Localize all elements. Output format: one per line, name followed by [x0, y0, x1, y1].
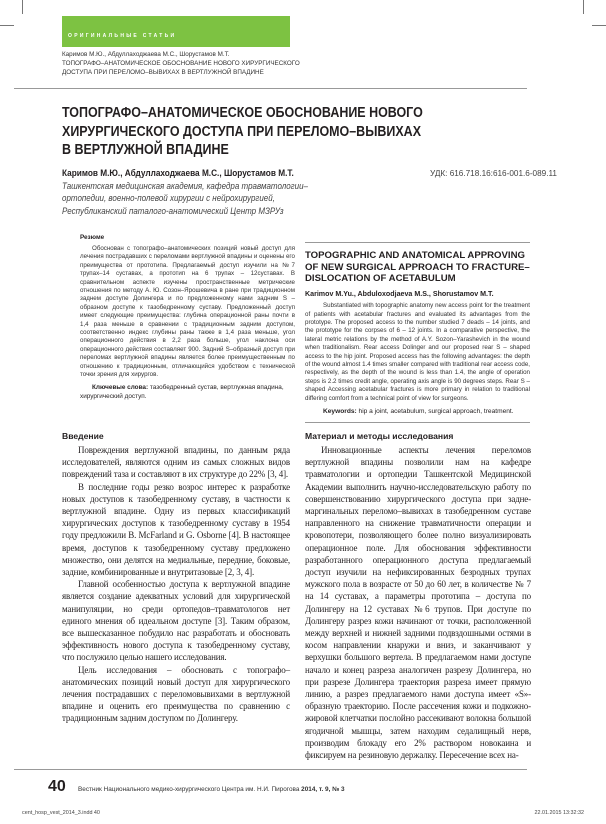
- keywords-value: hip a joint, acetabulum, surgical approach, treatment.: [356, 407, 514, 415]
- paragraph: Инновационные аспекты лечения переломов вертлужной впадины позволили нам на кафедре травматологии и ортопедии Ташкентской Медицинской Академии выполнить научно-исследовательскую работу по совершенствованию хирургического доступа при задне-маргинальных переломо–вывихах в тазобедренном суставе направленного на снижение травматичности операции и кровопотери, позволяющего более полно визуализировать операционное поле. Для обоснования эффективности разработанного операционного доступа предлагаемый доступ изучили на нефиксированных безродных трупах мужского пола в возрасте от 50 до 60 лет, в количестве № 7 на 14 суставах, а параметры прототипа – доступа по Долингеру на 12 суставах №6 трупов. При доступе по Долингеру разрез кожи начинают от точки, расположенной между верхней и нижней задними подвздошными остями в косом направлении кнаружи и вниз, и заканчивают у верхушки большого вертела. В предлагаемом нами доступе начало и конец разреза аналогичен разрезу Долингера, но при разрезе Долингера траектория разреза имеет прямую линию, а разрез предлагаемого нами доступа имеет «S»-образную траекторию. После рассечения кожи и подкожно-жировой клетчатки послойно рассекивают волокна большой ягодичной мышцы, затем находим седалищный нерв, производим блокаду его 2% раствором новокаина и фиксируем на резиновую держалку. Пересечение всех на-: [305, 444, 531, 761]
- section-label: ОРИГИНАЛЬНЫЕ СТАТЬИ: [68, 33, 177, 39]
- affiliation-line: Республиканский паталого-анатомический Центр МЗРУз: [62, 205, 284, 216]
- keywords-label: Ключевые слова:: [92, 383, 149, 391]
- abstract-ru: [80, 234, 295, 401]
- article-title: ТОПОГРАФО–АНАТОМИЧЕСКОЕ ОБОСНОВАНИЕ НОВОГО ХИРУРГИЧЕСКОГО ДОСТУПА ПРИ ПЕРЕЛОМО–ВЫВИХАХ В ВЕРТЛУЖНОЙ ВПАДИНЕ: [62, 105, 423, 158]
- keywords-ru: [80, 383, 295, 401]
- footer-rule: [14, 769, 527, 770]
- abstract-ru-text: Обоснован с топографо–анатомических позиций новый доступ для лечения пострадавших с переломами вертлужной впадины и оценены его преимущества от прототипа. Предлагаемый доступ изучили на №7 трупах–14 суставах, а прототип на 6 трупах – 12суставах. В сравнительном аспекте изучены пространственные метрические отношения по методу А. Ю. Созон–Ярошевича в ране при традиционном заднем доступе Долингера и по предложенному нами задним S –образном доступе к тазобедренному суставу. Предложенный доступ имеет следующие преимущества: глубина операционной раны почти в 1,4 раза меньше в сравнении с традиционным задним доступом, соответственно индекс глубины раны также в 1,4 раза меньше, угол операционного действия в 2,2 раза больше, угол наклона оси операционного действия составляет 900. Задний S–образный доступ при переломах вертлужной впадины является более преимущественным по отношению к традиционным, отличающийся удобством с технической точки зрения для хирургов.: [80, 245, 295, 379]
- paragraph: Повреждения вертлужной впадины, по данным ряда исследователей, являются одним из самых сложных видов повреждений таза и составляют в их структуре до 22% [3, 4].: [62, 444, 290, 480]
- page-number: 40: [48, 778, 66, 796]
- udk-code: УДК: 616.718.16:616-001.6-089.11: [430, 169, 557, 178]
- journal-issue: 2014, т. 9, № 3: [301, 786, 345, 794]
- affiliation-line: ортопедии, военно-полевой хирургии с нейрохирургией,: [62, 193, 275, 204]
- affiliation-line: Ташкентская медицинская академия, кафедра травматологии–: [62, 181, 308, 191]
- keywords-label: Keywords:: [323, 407, 357, 415]
- footer: [48, 778, 606, 796]
- intro-column: [62, 431, 290, 761]
- paragraph: Главной особенностью доступа к вертлужной впадине является создание адекватных условий для хирургической манипуляции, но среди ортопедов–травматологов нет единого мнения об идеальном доступе [3]. Таким образом, все вышесказанное побудило нас разработать и обосновать эффективность нового доступа к тазобедренному суставу, что послужило целью нашего исследования.: [62, 579, 290, 663]
- paragraph: В последние годы резко возрос интерес к разработке новых доступов к тазобедренному суставу, в частности к вертлужной впадине. Одну из первых классификаций хирургических доступов к тазобедренному суставу в 1954 году предложили B. McFarland и G. Osborne [4]. В настоящее время, доступов к тазобедренному суставу предложено множество, они делятся на медиальные, передние, боковые, задние, комбинированные и внутритазовые [2, 3, 4].: [62, 481, 290, 578]
- journal-name: Вестник Национального медико-хирургического Центра им. Н.И. Пирогова: [78, 786, 302, 794]
- methods-column: [305, 431, 531, 761]
- authors: Каримов М.Ю., Абдуллаходжаева М.С., Шорустамов М.Т.: [62, 168, 294, 179]
- abstract-en-rule: [305, 422, 530, 423]
- print-slug: [22, 810, 584, 820]
- running-header-line: ДОСТУПА ПРИ ПЕРЕЛОМО–ВЫВИХАХ В ВЕРТЛУЖНОЙ ВПАДИНЕ: [62, 69, 264, 76]
- abstract-en-authors: Karimov M.Yu., Abduloxodjaeva M.S., Shorustamov M.T.: [305, 290, 494, 299]
- journal-citation: [78, 786, 345, 793]
- print-timestamp: 22.01.2015 13:32:32: [534, 810, 584, 817]
- abstract-en-rule: [305, 242, 530, 243]
- abstracts-row: [0, 234, 606, 423]
- abstract-en-text: Substantiated with topographic anatomy new access point for the treatment of patients with acetabular fractures and evaluated its advantages from the prototype. The proposed access to the number studied 7 deads – 14 joints, and the prototype for the corpses of 6 – 12 joints. In a comparative perspective, the lateral metric relations by the method of A.Y. Sozon–Yarashevich in the wound when traditionalism. Rear access Dolinger and our proposed rear S – shaped access to the hip joint. Proposed access has the following advantages: the depth of the wound almost 1.4 times smaller compared with traditional rear access code, respectively, as the depth of the wound is less than 1.4, the angle of operation steps is 2.2 times credit angle, operating axis angle is 90 degrees steps. Rear S – shaped Accessing acetabular fractures is more primary in relation to traditional differing comfort from a technical point of view for surgeons.: [305, 302, 530, 402]
- keywords-en: [305, 408, 530, 415]
- article-body: [0, 431, 606, 761]
- running-header-line: Каримов М.Ю., Абдуллаходжаева М.С., Шорустамов М.Т.: [62, 51, 230, 58]
- intro-heading: Введение: [62, 430, 104, 441]
- abstract-en-title: TOPOGRAPHIC AND ANATOMICAL APPROVING OF NEW SURGICAL APPROACH TO FRACTURE–DISLOCATION OF ACETABULUM: [305, 250, 530, 285]
- keywords-value: тазобедренный сустав, вертлужная впадина, хирургический доступ.: [80, 383, 284, 400]
- abstract-en: [305, 234, 530, 423]
- methods-heading: Материал и методы исследования: [305, 430, 454, 441]
- indd-filename: cent_hosp_vest_2014_3.indd 40: [22, 810, 100, 817]
- paragraph: Цель исследования – обосновать с топографо–анатомических позиций новый доступ для хирургического лечения пострадавших с переломовывихами в вертлужной впадине и оценить его преимущества по сравнению с традиционным задним доступом по Долингеру.: [62, 664, 290, 724]
- running-header-line: ТОПОГРАФО–АНАТОМИЧЕСКОЕ ОБОСНОВАНИЕ НОВОГО ХИРУРГИЧЕСКОГО: [62, 60, 300, 67]
- abstract-ru-heading: Резюме: [80, 234, 105, 241]
